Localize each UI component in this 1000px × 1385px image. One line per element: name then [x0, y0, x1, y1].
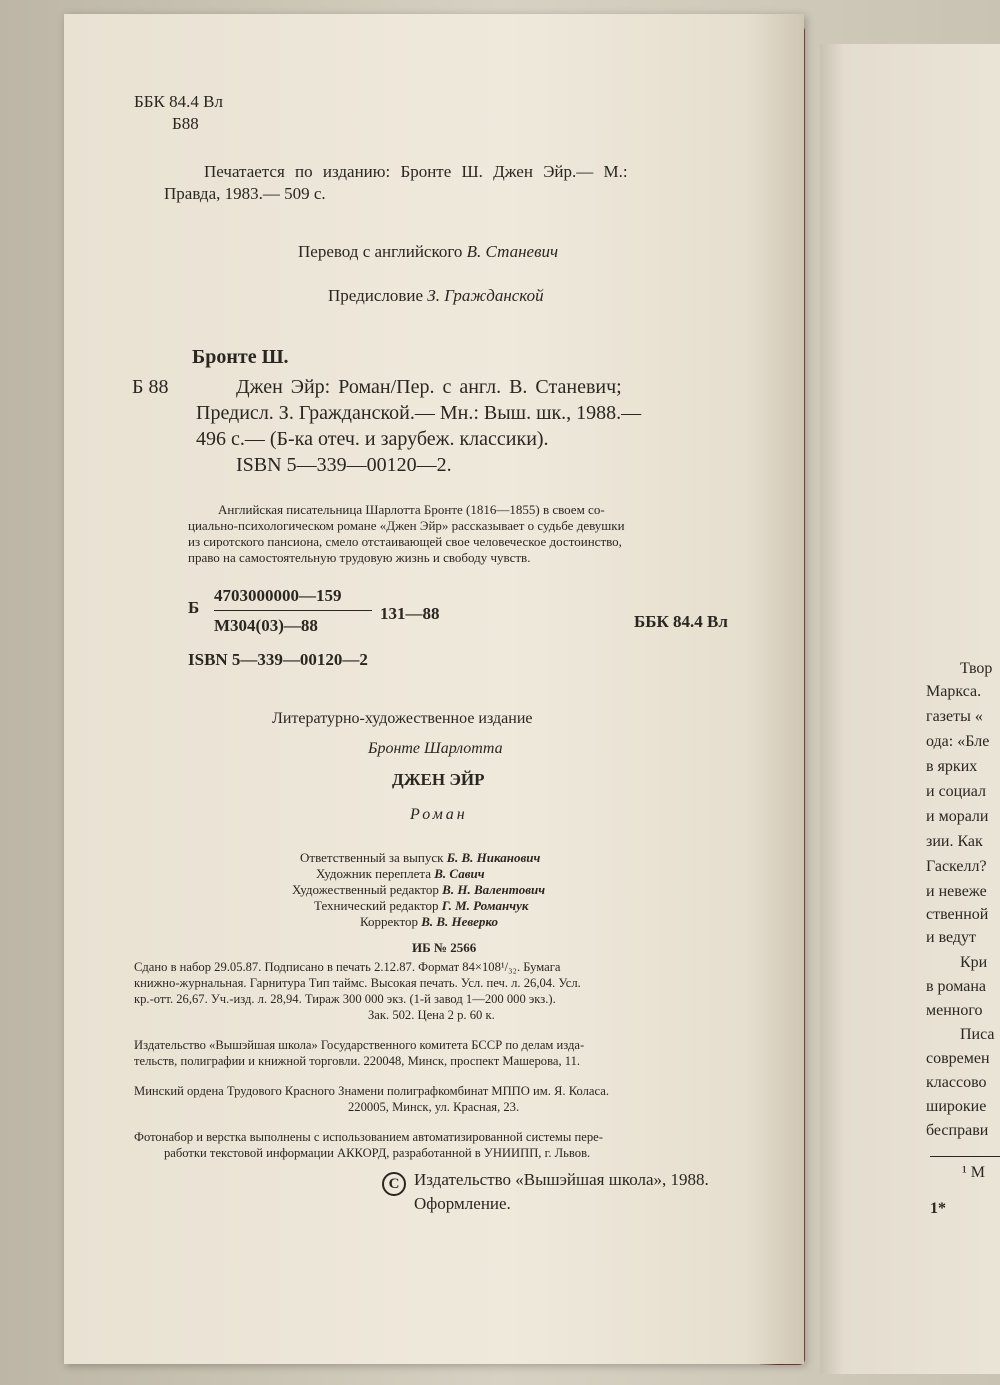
right-page-line: газеты « — [926, 708, 983, 725]
right-page-line: зии. Как — [926, 833, 983, 850]
bbk-header: ББК 84.4 Вл — [134, 92, 223, 111]
catalog-line3: 496 с.— (Б-ка отеч. и зарубеж. классики). — [196, 428, 549, 450]
imprint-title: ДЖЕН ЭЙР — [392, 770, 485, 789]
foreword-credit — [328, 286, 544, 306]
index-denominator: М304(03)—88 — [214, 616, 318, 635]
left-page — [64, 14, 804, 1364]
right-page-line: и морали — [926, 808, 989, 825]
foreword-label: Предисловие — [328, 286, 424, 305]
credit-row — [292, 882, 545, 898]
annotation-line1: Английская писательница Шарлотта Бронте (1816—1855) в своем со- — [218, 502, 605, 517]
right-page-line: Писа — [960, 1026, 995, 1043]
print-info-line1: Сдано в набор 29.05.87. Подписано в печать 2.12.87. Формат 84×108¹/₃₂. Бумага — [134, 960, 561, 974]
index-number: 131—88 — [380, 604, 440, 623]
annotation-line2: циально-психологическом романе «Джен Эйр» рассказывает о судьбе девушки — [188, 518, 625, 533]
credit-role: Технический редактор — [314, 898, 439, 913]
right-page-line: классово — [926, 1074, 987, 1091]
catalog-line1: Джен Эйр: Роман/Пер. с англ. В. Станевич; — [236, 376, 622, 398]
typesetting-line1: Фотонабор и верстка выполнены с использованием автоматизированной системы пере- — [134, 1130, 603, 1144]
credit-row — [314, 898, 528, 914]
catalog-isbn: ISBN 5—339—00120—2. — [236, 454, 452, 476]
translation-credit — [298, 242, 558, 262]
foreword-author: З. Гражданской — [427, 286, 544, 305]
right-page-line: ственной — [926, 906, 989, 923]
typesetting-line2: работки текстовой информации АККОРД, разработанной в УНИИПП, г. Львов. — [164, 1146, 591, 1160]
translator-name: В. Станевич — [466, 242, 559, 261]
credit-row — [360, 914, 498, 930]
printer-line1: Минский ордена Трудового Красного Знамени полиграфкомбинат МППО им. Я. Коласа. — [134, 1084, 609, 1098]
translation-label: Перевод с английского — [298, 242, 463, 261]
publisher-line1: Издательство «Вышэйшая школа» Государственного комитета БССР по делам изда- — [134, 1038, 585, 1052]
right-page-line: ода: «Бле — [926, 733, 990, 750]
print-info-line4: Зак. 502. Цена 2 р. 60 к. — [368, 1008, 495, 1022]
right-page-line: Маркса. — [926, 683, 982, 700]
right-page-line: Кри — [960, 954, 988, 971]
credit-name: В. Н. Валентович — [442, 882, 546, 897]
credit-row — [316, 866, 485, 882]
imprint-genre: Роман — [410, 806, 468, 823]
printer-line2: 220005, Минск, ул. Красная, 23. — [348, 1100, 520, 1114]
catalog-card-code: Б 88 — [132, 376, 169, 398]
index-bbk: ББК 84.4 Вл — [634, 612, 728, 631]
right-page-line: и невеже — [926, 883, 987, 900]
copyright-line2: Оформление. — [414, 1194, 511, 1213]
right-footnote: ¹ М — [962, 1164, 986, 1181]
credit-row — [300, 850, 540, 866]
edition-note-line1: Печатается по изданию: Бронте Ш. Джен Эйр.— М.: — [204, 162, 628, 181]
right-page-line: Гаскелл? — [926, 858, 987, 875]
footnote-rule — [930, 1156, 1000, 1157]
index-letter: Б — [188, 598, 200, 617]
right-page-line: и ведут — [926, 929, 977, 946]
annotation-line4: право на самостоятельную трудовую жизнь и свободу чувств. — [188, 550, 531, 565]
copyright-line1: Издательство «Вышэйшая школа», 1988. — [414, 1170, 709, 1189]
publisher-line2: тельств, полиграфии и книжной торговли. 220048, Минск, проспект Машерова, 11. — [134, 1054, 581, 1068]
catalog-author: Бронте Ш. — [192, 346, 289, 368]
right-page-line: в ярких — [926, 758, 978, 775]
credit-role: Художественный редактор — [292, 882, 439, 897]
credit-name: Б. В. Никанович — [446, 850, 541, 865]
right-page-line: Твор — [960, 660, 993, 677]
ib-number: ИБ № 2566 — [412, 940, 477, 955]
credit-role: Художник переплета — [316, 866, 432, 881]
edition-type: Литературно-художественное издание — [272, 710, 533, 727]
print-info-line3: кр.-отт. 26,67. Уч.-изд. л. 28,94. Тираж 300 000 экз. (1-й завод 1—200 000 экз.). — [134, 992, 556, 1006]
edition-note-line2: Правда, 1983.— 509 с. — [164, 184, 326, 203]
imprint-author: Бронте Шарлотта — [368, 740, 503, 757]
credit-role: Ответственный за выпуск — [300, 850, 444, 865]
print-info-line2: книжно-журнальная. Гарнитура Тип таймс. Высокая печать. Усл. печ. л. 26,04. Усл. — [134, 976, 581, 990]
index-isbn: ISBN 5—339—00120—2 — [188, 650, 368, 669]
right-page-line: современ — [926, 1050, 990, 1067]
copyright-icon: C — [382, 1172, 406, 1196]
right-page-line: и социал — [926, 783, 987, 800]
index-numerator: 4703000000—159 — [214, 586, 342, 605]
credit-role: Корректор — [360, 914, 418, 929]
credit-name: В. В. Неверко — [421, 914, 498, 929]
catalog-line2: Предисл. З. Гражданской.— Мн.: Выш. шк., 1988.— — [196, 402, 642, 424]
right-page-line: в романа — [926, 978, 987, 995]
credit-name: Г. М. Романчук — [441, 898, 529, 913]
right-page-line: бесправи — [926, 1122, 989, 1139]
index-fraction-line — [214, 610, 372, 611]
catalog-code: Б88 — [172, 114, 199, 133]
right-page-line: менного — [926, 1002, 983, 1019]
right-page-line: широкие — [926, 1098, 987, 1115]
annotation-line3: из сиротского пансиона, смело отстаивающей свое человеческое достоинство, — [188, 534, 622, 549]
credit-name: В. Савич — [434, 866, 485, 881]
right-page-signature: 1* — [930, 1200, 946, 1217]
